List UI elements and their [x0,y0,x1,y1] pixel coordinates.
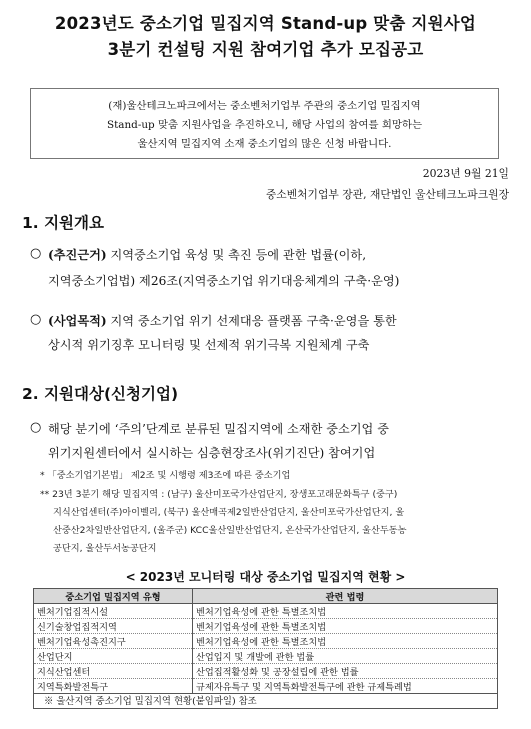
bullet-icon: ○ [30,246,42,261]
purpose-line-1 [48,312,397,329]
cluster-table [33,588,498,694]
note-area-line-1: ** 23년 3분기 해당 밀집지역 : (남구) 울산미포국가산업단지, 장생포고래문화특구 (중구) [40,489,398,500]
intro-line-3: 울산지역 밀집지역 소재 중소기업의 많은 신청 바랍니다. [137,138,392,150]
target-line-2: 위기지원센터에서 실시하는 심층현장조사(위기진단) 참여기업 [48,446,376,460]
related-law-cell: 벤처기업육성에 관한 특별조치법 [193,619,498,634]
table-row [34,649,498,664]
intro-box [30,88,499,159]
table-footnote: ※ 울산지역 중소기업 밀집지역 현황(붙임파일) 참조 [44,696,257,707]
cluster-type-cell: 벤처기업육성촉진지구 [34,634,193,649]
cluster-type-cell: 신기술창업집적지역 [34,619,193,634]
bullet-icon: ○ [30,312,42,327]
cluster-type-cell: 지식산업센터 [34,664,193,679]
purpose-text: 지역 중소기업 위기 선제대응 플랫폼 구축·운영을 통한 [106,314,397,328]
table-title: < 2023년 모니터링 대상 중소기업 밀집지역 현황 > [125,570,406,584]
cluster-type-cell: 지역특화발전특구 [34,679,193,694]
cluster-type-cell: 벤처기업집적시설 [34,604,193,619]
note-area-line-3: 산중산2차일반산업단지, (울주군) KCC울산일반산업단지, 온산국가산업단지, 울산두동농 [53,525,407,536]
table-row [34,604,498,619]
basis-line-1 [48,246,366,263]
table-header-row [34,589,498,604]
section-1-heading: 1. 지원개요 [22,214,104,232]
target-line-1: 해당 분기에 ‘주의’단계로 분류된 밀집지역에 소재한 중소기업 중 [48,422,389,436]
table-row [34,619,498,634]
table-row [34,664,498,679]
header-cluster-type: 중소기업 밀집지역 유형 [34,589,193,604]
note-area-line-2: 지식산업센터(주)아이벨리, (북구) 울산매곡제2일반산업단지, 울산미포국가산업단지, 울 [53,507,405,518]
bullet-icon: ○ [30,420,42,435]
related-law-cell: 규제자유특구 및 지역특화발전특구에 관한 규제특례법 [193,679,498,694]
note-sme-definition: * 「중소기업기본법」 제2조 및 시행령 제3조에 따른 중소기업 [40,470,291,481]
document-title-line1: 2023년도 중소기업 밀집지역 Stand-up 맞춤 지원사업 [54,14,477,33]
purpose-key: (사업목적) [48,314,107,328]
purpose-line-2: 상시적 위기징후 모니터링 및 선제적 위기극복 지원체계 구축 [48,338,370,352]
cluster-type-cell: 산업단지 [34,649,193,664]
related-law-cell: 벤처기업육성에 관한 특별조치법 [193,604,498,619]
related-law-cell: 벤처기업육성에 관한 특별조치법 [193,634,498,649]
header-related-law: 관련 법령 [193,589,498,604]
intro-line-1: (재)울산테크노파크에서는 중소벤처기업부 주관의 중소기업 밀집지역 [108,100,421,112]
related-law-cell: 산업입지 및 개발에 관한 법률 [193,649,498,664]
note-area-line-4: 공단지, 울산두서농공단지 [53,543,157,554]
intro-line-2: Stand-up 맞춤 지원사업을 추진하오니, 해당 사업의 참여를 희망하는 [106,119,422,131]
related-law-cell: 산업집적활성화 및 공장설립에 관한 법률 [193,664,498,679]
table-footnote-box [33,690,498,709]
basis-text: 지역중소기업 육성 및 촉진 등에 관한 법률(이하, [106,248,367,262]
table-row [34,634,498,649]
announcement-date: 2023년 9월 21일 [422,167,509,180]
section-2-heading: 2. 지원대상(신청기업) [22,385,179,403]
document-title-line2: 3분기 컨설팅 지원 참여기업 추가 모집공고 [107,40,424,59]
basis-line-2: 지역중소기업법) 제26조(지역중소기업 위기대응체계의 구축·운영) [48,274,400,288]
basis-key: (추진근거) [48,248,107,262]
issuer: 중소벤처기업부 장관, 재단법인 울산테크노파크원장 [265,188,509,201]
